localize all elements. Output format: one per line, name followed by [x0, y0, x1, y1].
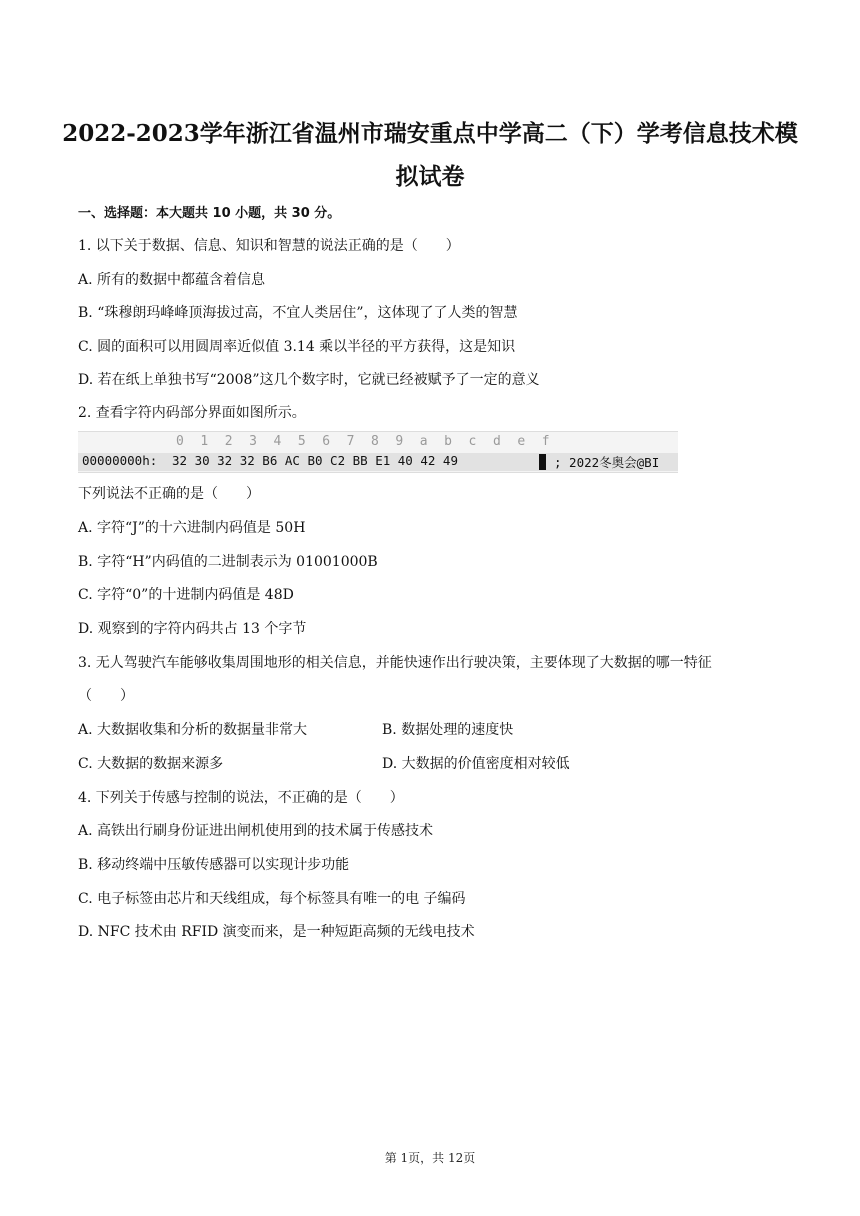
- title-line-2: 拟试卷: [395, 163, 465, 190]
- hex-address: 00000000h:: [82, 453, 158, 468]
- question-2-prompt: 下列说法不正确的是（ ）: [78, 486, 260, 502]
- question-4-option-b: B. 移动终端中压敏传感器可以实现计步功能: [78, 857, 350, 873]
- hex-bytes: 32 30 32 32 B6 AC B0 C2 BB E1 40 42 49: [172, 453, 458, 468]
- question-3-stem: 3. 无人驾驶汽车能够收集周围地形的相关信息，并能快速作出行驶决策，主要体现了大数据的哪一特征: [78, 655, 712, 671]
- question-2-option-a: A. 字符“J”的十六进制内码值是 50H: [78, 520, 306, 536]
- question-1-stem: 1. 以下关于数据、信息、知识和智慧的说法正确的是（ ）: [78, 238, 460, 254]
- question-3-option-a: A. 大数据收集和分析的数据量非常大: [78, 722, 308, 738]
- hex-column-header: 0 1 2 3 4 5 6 7 8 9 a b c d e f: [176, 434, 550, 449]
- question-2-option-d: D. 观察到的字符内码共占 13 个字节: [78, 621, 307, 637]
- text-cursor: [539, 454, 546, 470]
- question-2-stem: 2. 查看字符内码部分界面如图所示。: [78, 405, 306, 421]
- hex-decoded-text: ; 2022冬奥会@BI: [554, 455, 660, 470]
- question-1-option-d: D. 若在纸上单独书写“2008”这几个数字时，它就已经被赋予了一定的意义: [78, 372, 540, 388]
- title-line-1: 2022-2023学年浙江省温州市瑞安重点中学高二（下）学考信息技术模: [62, 120, 798, 147]
- hex-row: [78, 453, 678, 471]
- question-3-stem-continued: （ ）: [78, 688, 134, 704]
- page-footer: 第 1页，共 12页: [384, 1151, 476, 1165]
- question-2-option-c: C. 字符“0”的十进制内码值是 48D: [78, 587, 294, 603]
- question-3-option-c: C. 大数据的数据来源多: [78, 756, 224, 772]
- question-4-stem: 4. 下列关于传感与控制的说法，不正确的是（ ）: [78, 790, 404, 806]
- question-1-option-c: C. 圆的面积可以用圆周率近似值 3.14 乘以半径的平方获得，这是知识: [78, 339, 516, 355]
- question-3-option-b: B. 数据处理的速度快: [382, 722, 514, 738]
- question-4-option-c: C. 电子标签由芯片和天线组成，每个标签具有唯一的电 子编码: [78, 891, 466, 907]
- hex-viewer-figure: [78, 431, 678, 473]
- question-1-option-b: B. “珠穆朗玛峰峰顶海拔过高，不宜人类居住”，这体现了了人类的智慧: [78, 305, 518, 321]
- question-1-option-a: A. 所有的数据中都蕴含着信息: [78, 272, 266, 288]
- question-4-option-a: A. 高铁出行刷身份证进出闸机使用到的技术属于传感技术: [78, 823, 434, 839]
- question-2-option-b: B. 字符“H”内码值的二进制表示为 01001000B: [78, 554, 378, 570]
- question-3-option-d: D. 大数据的价值密度相对较低: [382, 756, 570, 772]
- section-heading: 一、选择题：本大题共 10 小题，共 30 分。: [78, 206, 341, 221]
- question-4-option-d: D. NFC 技术由 RFID 演变而来，是一种短距高频的无线电技术: [78, 924, 475, 940]
